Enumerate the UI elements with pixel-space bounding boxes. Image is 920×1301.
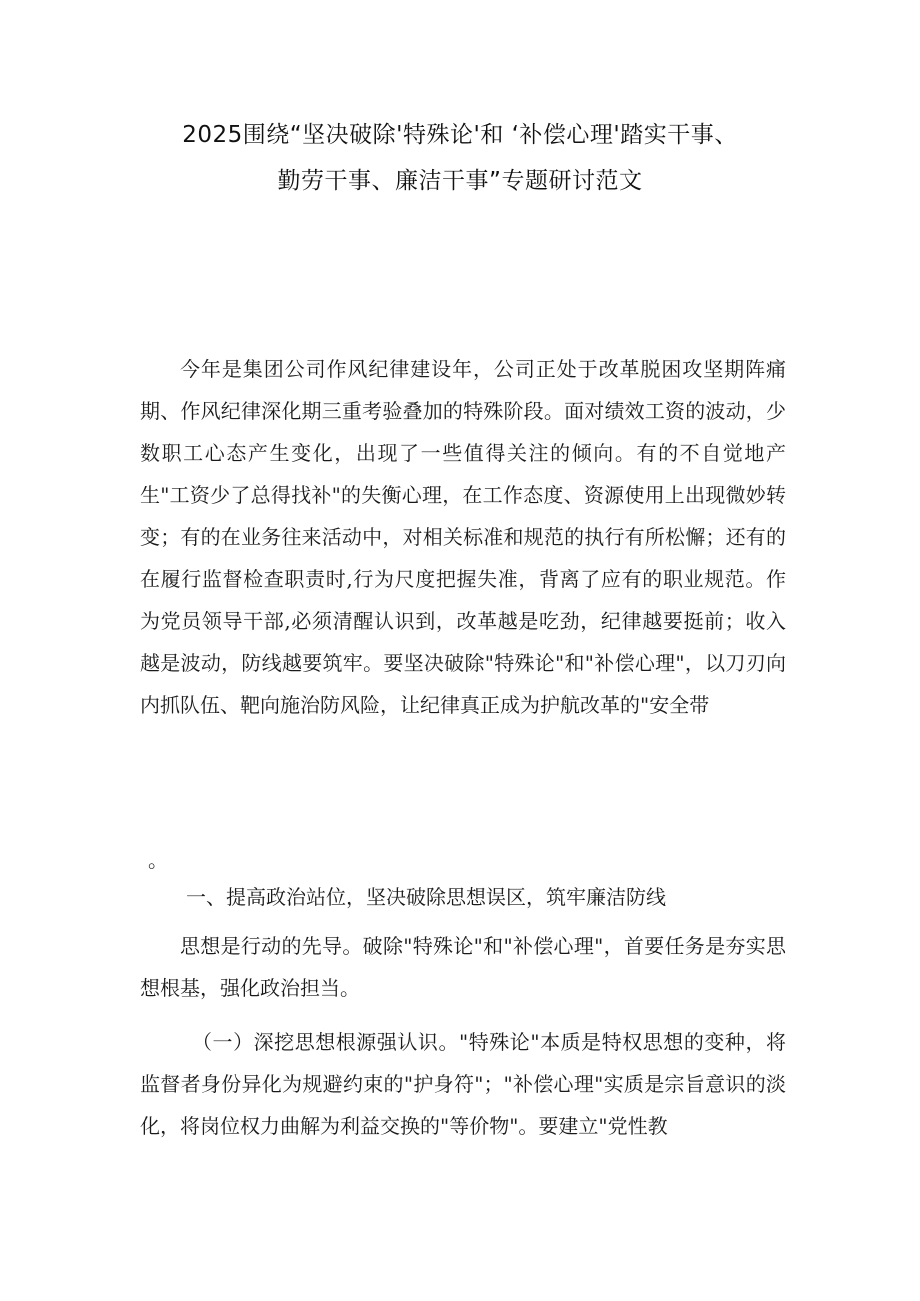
- paragraph-section-1: 思想是行动的先导。破除"特殊论"和"补偿心理"，首要任务是夯实思想根基，强化政治担当。: [140, 934, 786, 1000]
- paragraph-subsection-1: （一）深挖思想根源强认识。"特殊论"本质是特权思想的变种，将监督者身份异化为规避约束的"护身符"；"补偿心理"实质是宗旨意识的淡化，将岗位权力曲解为利益交换的"等价物"。要建立"党性教: [140, 1030, 786, 1138]
- section-heading-1: 一、提高政治站位，坚决破除思想误区，筑牢廉洁防线: [186, 885, 666, 909]
- paragraph-intro-end: 。: [148, 848, 168, 872]
- title-line-2: 勤劳干事、廉洁干事”专题研讨范文: [277, 168, 643, 194]
- paragraph-intro: 今年是集团公司作风纪律建设年，公司正处于改革脱困攻坚期阵痛期、作风纪律深化期三重考验叠加的特殊阶段。面对绩效工资的波动，少数职工心态产生变化，出现了一些值得关注的倾向。有的不自觉地产生"工资少了总得找补"的失衡心理，在工作态度、资源使用上出现微妙转变；有的在业务往来活动中，对相关标准和规范的执行有所松懈；还有的在履行监督检查职责时,行为尺度把握失准，背离了应有的职业规范。作为党员领导干部,必须清醒认识到，改革越是吃劲，纪律越要挺前；收入越是波动，防线越要筑牢。要坚决破除"特殊论"和"补偿心理"，以刀刃向内抓队伍、靶向施治防风险，让纪律真正成为护航改革的"安全带: [140, 357, 786, 717]
- title-line-1: 2025围绕“坚决破除'特殊论'和 ‘补偿心理'踏实干事、: [182, 122, 738, 148]
- document-title: [0, 112, 920, 204]
